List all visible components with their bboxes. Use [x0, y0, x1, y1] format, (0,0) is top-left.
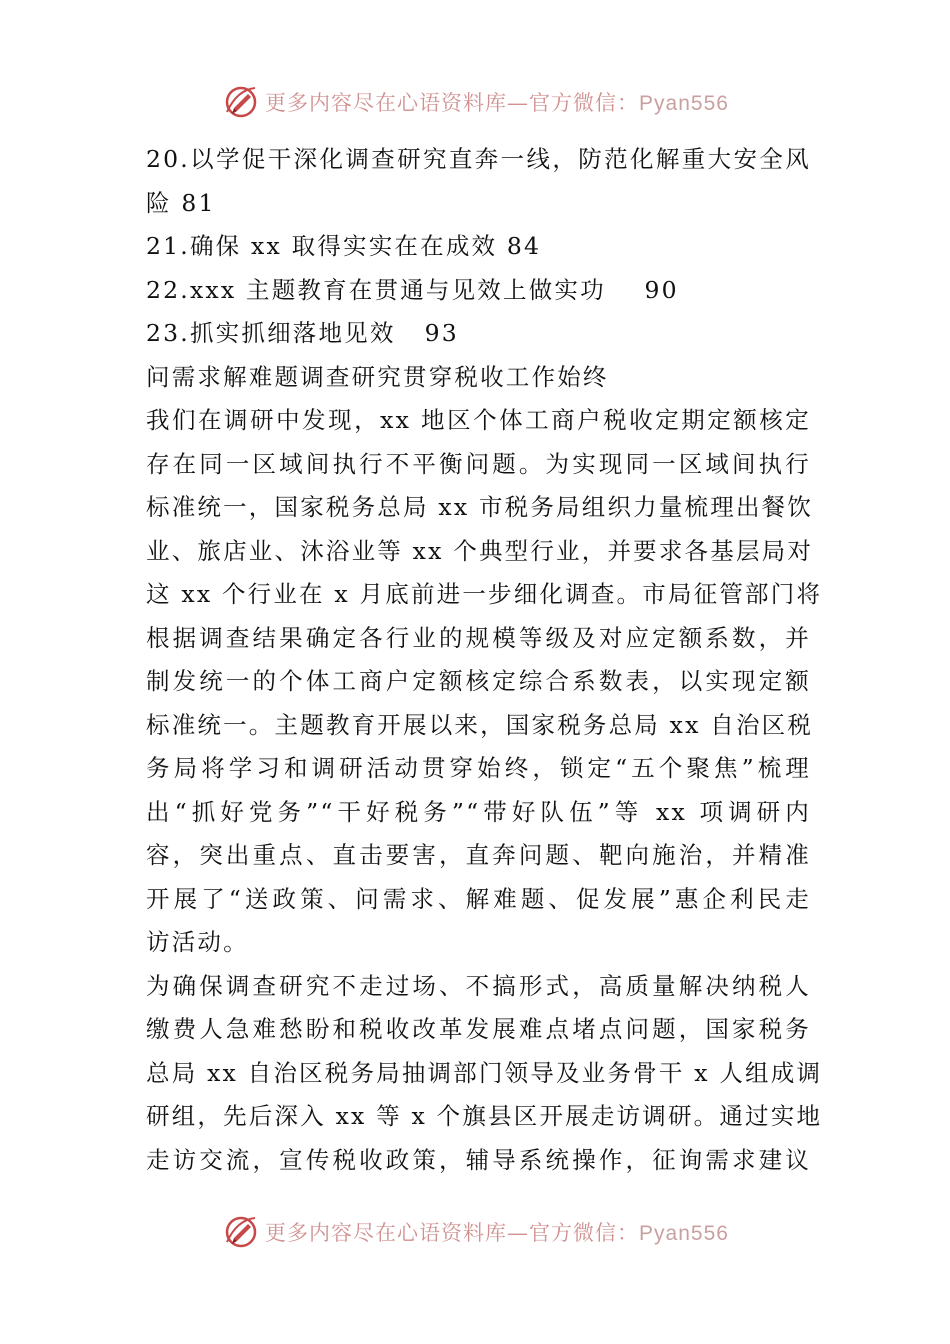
watermark-wechat-id: Pyan556: [639, 1222, 729, 1245]
header-watermark: [0, 80, 950, 124]
watermark-dash: —: [507, 1221, 530, 1245]
paragraph-1-line: 存在同一区域间执行不平衡问题。为实现同一区域间执行: [146, 449, 811, 478]
pen-circle-logo-icon: [221, 1212, 261, 1252]
watermark-wechat-id: Pyan556: [639, 92, 729, 115]
paragraph-1-line: 根据调查结果确定各行业的规模等级及对应定额系数，并: [146, 623, 811, 652]
paragraph-2-line: 研组，先后深入 xx 等 x 个旗县区开展走访调研。通过实地: [146, 1102, 823, 1130]
paragraph-1-line: 出“抓好党务”“干好税务”“带好队伍”等 xx 项调研内: [146, 797, 811, 826]
pen-circle-logo-icon: [221, 82, 261, 122]
article-title: 问需求解难题调查研究贯穿税收工作始终: [146, 362, 609, 391]
toc-item-22: 22.xxx 主题教育在贯通与见效上做实功 90: [146, 275, 679, 304]
paragraph-1-line: 访活动。: [146, 928, 249, 956]
toc-item-20-line2: 险 81: [146, 188, 216, 217]
paragraph-2-line: 走访交流，宣传税收政策，辅导系统操作，征询需求建议: [146, 1145, 811, 1174]
watermark-site-text: 更多内容尽在心语资料库: [265, 1221, 508, 1245]
watermark-wechat-label: 官方微信：: [529, 1221, 640, 1245]
paragraph-2-line: 为确保调查研究不走过场、不搞形式，高质量解决纳税人: [146, 971, 811, 1000]
document-body: [146, 138, 823, 1182]
paragraph-1-line: 我们在调研中发现，xx 地区个体工商户税收定期定额核定: [146, 406, 811, 434]
paragraph-1-line: 制发统一的个体工商户定额核定综合系数表，以实现定额: [146, 667, 811, 695]
toc-item-23: 23.抓实抓细落地见效 93: [146, 319, 459, 347]
paragraph-1-line: 容，突出重点、直击要害，直奔问题、靶向施治，并精准: [146, 841, 811, 869]
paragraph-1-line: 标准统一，国家税务总局 xx 市税务局组织力量梳理出餐饮: [146, 493, 814, 521]
paragraph-1-line: 开展了“送政策、问需求、解难题、促发展”惠企利民走: [146, 884, 811, 913]
toc-item-21: 21.确保 xx 取得实实在在成效 84: [146, 232, 542, 260]
paragraph-1-line: 标准统一。主题教育开展以来，国家税务总局 xx 自治区税: [146, 710, 814, 739]
paragraph-2-line: 缴费人急难愁盼和税收改革发展难点堵点问题，国家税务: [146, 1015, 811, 1043]
paragraph-1-line: 业、旅店业、沐浴业等 xx 个典型行业，并要求各基层局对: [146, 536, 814, 565]
paragraph-1-line: 务局将学习和调研活动贯穿始终，锁定“五个聚焦”梳理: [146, 754, 811, 782]
watermark-wechat-label: 官方微信：: [529, 91, 640, 115]
watermark-site-text: 更多内容尽在心语资料库: [265, 91, 508, 115]
watermark-dash: —: [507, 91, 530, 115]
paragraph-2-line: 总局 xx 自治区税务局抽调部门领导及业务骨干 x 人组成调: [146, 1058, 823, 1087]
footer-watermark: [0, 1210, 950, 1254]
toc-item-20-line1: 20.以学促干深化调查研究直奔一线，防范化解重大安全风: [146, 145, 811, 173]
paragraph-1-line: 这 xx 个行业在 x 月底前进一步细化调查。市局征管部门将: [146, 580, 823, 608]
